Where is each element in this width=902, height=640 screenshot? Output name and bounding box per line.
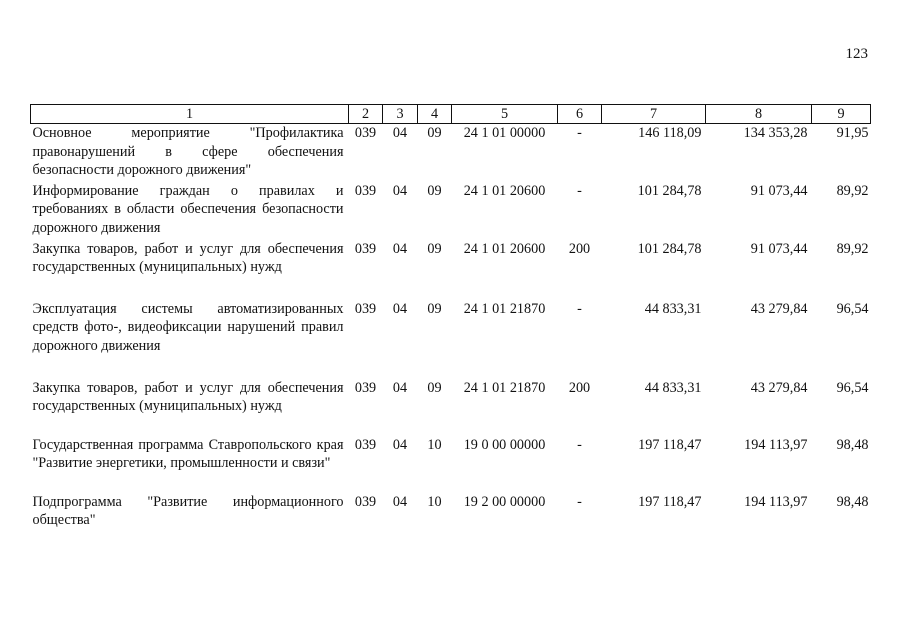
- cell-executed: 91 073,44: [750, 240, 808, 257]
- col-header-6: 6: [558, 105, 602, 124]
- cell-planned: 44 833,31: [644, 379, 702, 396]
- cell-executed: 194 113,97: [744, 493, 808, 510]
- table-row: [31, 182, 871, 240]
- row-description: Государственная программа Ставропольского края "Развитие энергетики, промышленности и связи": [32, 436, 344, 471]
- col-header-9: 9: [812, 105, 871, 124]
- row-description: Закупка товаров, работ и услуг для обеспечения государственных (муниципальных) нужд: [32, 379, 344, 414]
- col-header-7: 7: [602, 105, 706, 124]
- cell-percent: 89,92: [836, 182, 869, 199]
- cell-target-article: 24 1 01 20600: [463, 240, 546, 257]
- table-row: [31, 124, 871, 182]
- cell-section: 04: [392, 125, 408, 141]
- cell-section: 04: [392, 182, 408, 199]
- col-header-8: 8: [706, 105, 812, 124]
- cell-subsection: 09: [427, 300, 442, 317]
- cell-section: 04: [392, 436, 408, 453]
- cell-expense-type: -: [577, 436, 582, 453]
- table-row: [31, 240, 871, 300]
- header-row: [31, 105, 871, 124]
- budget-table: [30, 104, 871, 533]
- cell-ministry-code: 039: [354, 436, 377, 453]
- row-description: Эксплуатация системы автоматизированных средств фото-, видеофиксации нарушений правил дорожного движения: [32, 300, 344, 354]
- cell-target-article: 24 1 01 21870: [463, 379, 546, 396]
- cell-executed: 43 279,84: [750, 300, 808, 317]
- cell-target-article: 24 1 01 20600: [463, 182, 546, 199]
- cell-target-article: 24 1 01 00000: [463, 125, 546, 141]
- cell-expense-type: -: [577, 300, 582, 317]
- cell-subsection: 09: [427, 240, 442, 257]
- cell-subsection: 09: [427, 182, 442, 199]
- cell-planned: 44 833,31: [644, 300, 702, 317]
- col-header-2: 2: [349, 105, 383, 124]
- row-description: Информирование граждан о правилах и требованиях в области обеспечения безопасности дорожного движения: [32, 182, 344, 236]
- col-header-5: 5: [452, 105, 558, 124]
- cell-percent: 96,54: [836, 300, 869, 317]
- cell-expense-type: 200: [568, 240, 591, 257]
- cell-planned: 101 284,78: [637, 240, 702, 257]
- table-row: [31, 436, 871, 493]
- cell-section: 04: [392, 300, 408, 317]
- cell-ministry-code: 039: [354, 182, 377, 199]
- cell-expense-type: -: [577, 182, 582, 199]
- page-number: 123: [845, 46, 868, 62]
- cell-planned: 146 118,09: [638, 125, 702, 141]
- table-row: [31, 300, 871, 379]
- table-row: [31, 379, 871, 436]
- cell-ministry-code: 039: [354, 240, 377, 257]
- table-body: [31, 124, 871, 533]
- cell-subsection: 10: [427, 436, 442, 453]
- cell-executed: 91 073,44: [750, 182, 808, 199]
- cell-section: 04: [392, 240, 408, 257]
- cell-ministry-code: 039: [354, 493, 377, 510]
- cell-percent: 98,48: [836, 436, 869, 453]
- row-description: Основное мероприятие "Профилактика правонарушений в сфере обеспечения безопасности дорожного движения": [32, 125, 344, 178]
- col-header-3: 3: [383, 105, 418, 124]
- cell-percent: 89,92: [836, 240, 869, 257]
- cell-section: 04: [392, 493, 408, 510]
- col-header-1: 1: [31, 105, 349, 124]
- cell-ministry-code: 039: [354, 125, 377, 141]
- cell-executed: 194 113,97: [744, 436, 808, 453]
- cell-executed: 134 353,28: [743, 125, 808, 141]
- cell-subsection: 09: [427, 379, 442, 396]
- cell-target-article: 24 1 01 21870: [463, 300, 546, 317]
- cell-planned: 197 118,47: [638, 436, 702, 453]
- cell-target-article: 19 0 00 00000: [463, 436, 546, 453]
- cell-expense-type: -: [577, 493, 582, 510]
- table-row: [31, 493, 871, 533]
- cell-expense-type: -: [577, 125, 582, 141]
- cell-target-article: 19 2 00 00000: [463, 493, 546, 510]
- cell-executed: 43 279,84: [750, 379, 808, 396]
- cell-ministry-code: 039: [354, 300, 377, 317]
- cell-subsection: 09: [427, 125, 442, 141]
- cell-expense-type: 200: [568, 379, 591, 396]
- cell-section: 04: [392, 379, 408, 396]
- cell-percent: 98,48: [836, 493, 869, 510]
- cell-planned: 197 118,47: [638, 493, 702, 510]
- row-description: Закупка товаров, работ и услуг для обеспечения государственных (муниципальных) нужд: [32, 240, 344, 275]
- table-header: [31, 105, 871, 124]
- row-description: Подпрограмма "Развитие информационного общества": [32, 493, 344, 528]
- cell-ministry-code: 039: [354, 379, 377, 396]
- col-header-4: 4: [418, 105, 452, 124]
- cell-planned: 101 284,78: [637, 182, 702, 199]
- cell-percent: 96,54: [836, 379, 869, 396]
- cell-subsection: 10: [427, 493, 442, 510]
- cell-percent: 91,95: [836, 125, 869, 141]
